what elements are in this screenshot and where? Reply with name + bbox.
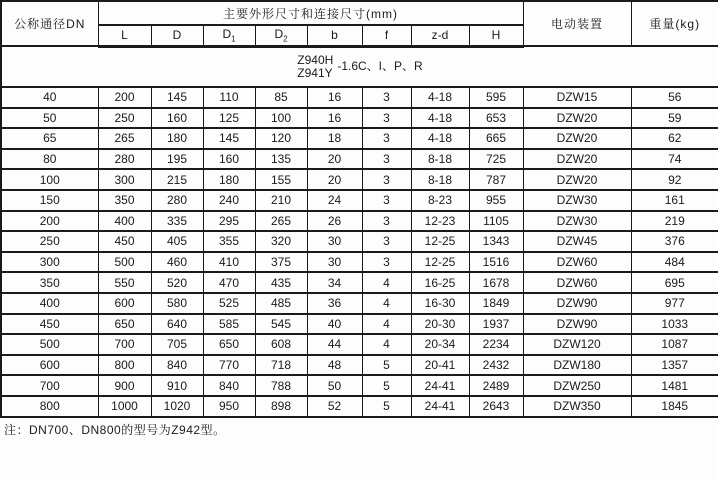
table-cell: DZW60 <box>523 252 631 273</box>
table-cell: 180 <box>151 128 203 149</box>
table-cell: DZW20 <box>523 149 631 170</box>
table-cell: 640 <box>151 314 203 335</box>
table-cell: 300 <box>98 169 151 190</box>
table-cell: 80 <box>1 149 98 170</box>
table-cell: 4-18 <box>411 128 469 149</box>
table-cell: 200 <box>98 87 151 108</box>
table-cell: 1020 <box>151 396 203 417</box>
table-cell: DZW90 <box>523 314 631 335</box>
table-cell: 30 <box>307 231 362 252</box>
table-cell: 1481 <box>631 375 718 396</box>
table-cell: 12-25 <box>411 252 469 273</box>
col-header-f: f <box>362 25 411 46</box>
table-cell: 1357 <box>631 355 718 376</box>
table-cell: 400 <box>1 293 98 314</box>
table-cell: 100 <box>1 169 98 190</box>
table-cell: 4-18 <box>411 108 469 129</box>
table-cell: 977 <box>631 293 718 314</box>
header-row-groups <box>1 1 718 25</box>
table-cell: 435 <box>255 272 307 293</box>
table-cell: 26 <box>307 211 362 232</box>
table-cell: 700 <box>98 334 151 355</box>
table-cell: 12-23 <box>411 211 469 232</box>
col-header-electric-actuator: 电动装置 <box>523 1 631 46</box>
model-designation-cell <box>1 46 718 87</box>
table-cell: 65 <box>1 128 98 149</box>
table-cell: 120 <box>255 128 307 149</box>
table-cell: 8-18 <box>411 169 469 190</box>
table-cell: 20-34 <box>411 334 469 355</box>
table-cell: 280 <box>151 190 203 211</box>
table-cell: 4 <box>362 293 411 314</box>
table-cell: 4 <box>362 314 411 335</box>
table-cell: 405 <box>151 231 203 252</box>
table-cell: 18 <box>307 128 362 149</box>
table-cell: 350 <box>98 190 151 211</box>
table-row-dn-400 <box>1 293 718 314</box>
table-cell: 700 <box>1 375 98 396</box>
table-cell: 8-23 <box>411 190 469 211</box>
table-row-dn-100 <box>1 169 718 190</box>
model-designation-row <box>1 46 718 87</box>
table-cell: 800 <box>1 396 98 417</box>
table-cell: 160 <box>203 149 255 170</box>
table-cell: 160 <box>151 108 203 129</box>
col-header-b: b <box>307 25 362 46</box>
table-cell: 665 <box>469 128 523 149</box>
model-code-top: Z940H <box>297 52 334 67</box>
table-cell: 40 <box>307 314 362 335</box>
table-cell: 265 <box>255 211 307 232</box>
table-cell: DZW250 <box>523 375 631 396</box>
table-cell: 44 <box>307 334 362 355</box>
table-cell: 545 <box>255 314 307 335</box>
table-cell: 8-18 <box>411 149 469 170</box>
table-cell: 180 <box>203 169 255 190</box>
table-cell: 52 <box>307 396 362 417</box>
table-cell: 460 <box>151 252 203 273</box>
table-cell: 595 <box>469 87 523 108</box>
table-cell: 85 <box>255 87 307 108</box>
table-cell: 1343 <box>469 231 523 252</box>
table-cell: 50 <box>1 108 98 129</box>
table-cell: 900 <box>98 375 151 396</box>
table-cell: 3 <box>362 169 411 190</box>
col-header-nominal-diameter: 公称通径DN <box>1 1 98 46</box>
table-cell: 3 <box>362 149 411 170</box>
table-cell: 484 <box>631 252 718 273</box>
table-cell: 161 <box>631 190 718 211</box>
table-cell: 1033 <box>631 314 718 335</box>
table-cell: 1000 <box>98 396 151 417</box>
table-cell: 450 <box>98 231 151 252</box>
table-cell: 100 <box>255 108 307 129</box>
table-cell: 59 <box>631 108 718 129</box>
table-cell: 950 <box>203 396 255 417</box>
table-cell: 56 <box>631 87 718 108</box>
col-header-weight: 重量(kg) <box>631 1 718 46</box>
table-cell: 320 <box>255 231 307 252</box>
table-cell: 215 <box>151 169 203 190</box>
table-cell: 600 <box>98 293 151 314</box>
table-cell: 20-30 <box>411 314 469 335</box>
table-cell: 608 <box>255 334 307 355</box>
table-row-dn-350 <box>1 272 718 293</box>
table-cell: 653 <box>469 108 523 129</box>
table-cell: DZW20 <box>523 128 631 149</box>
table-cell: 135 <box>255 149 307 170</box>
table-cell: 898 <box>255 396 307 417</box>
model-designation <box>2 54 718 80</box>
model-stack <box>297 54 333 80</box>
table-row-dn-800 <box>1 396 718 417</box>
table-row-dn-80 <box>1 149 718 170</box>
table-cell: 40 <box>1 87 98 108</box>
table-cell: 840 <box>151 355 203 376</box>
table-cell: 219 <box>631 211 718 232</box>
table-cell: 376 <box>631 231 718 252</box>
table-cell: DZW20 <box>523 108 631 129</box>
table-row-dn-65 <box>1 128 718 149</box>
table-cell: 20-41 <box>411 355 469 376</box>
table-cell: 585 <box>203 314 255 335</box>
table-cell: 375 <box>255 252 307 273</box>
col-header-D: D <box>151 25 203 46</box>
table-cell: DZW60 <box>523 272 631 293</box>
table-cell: 1678 <box>469 272 523 293</box>
table-row-dn-600 <box>1 355 718 376</box>
table-cell: 210 <box>255 190 307 211</box>
table-cell: 265 <box>98 128 151 149</box>
table-cell: 1937 <box>469 314 523 335</box>
table-cell: 4 <box>362 334 411 355</box>
table-cell: 3 <box>362 108 411 129</box>
model-code-bottom: Z941Y <box>297 65 333 80</box>
table-cell: 16 <box>307 108 362 129</box>
table-cell: 24-41 <box>411 375 469 396</box>
col-header-D1: $D_1$ <box>203 25 255 46</box>
col-header-dimensions-group: 主要外形尺寸和连接尺寸(mm) <box>98 1 523 25</box>
col-header-D2: $D_2$ <box>255 25 307 46</box>
table-cell: 145 <box>151 87 203 108</box>
table-cell: 30 <box>307 252 362 273</box>
table-cell: 200 <box>1 211 98 232</box>
table-cell: 470 <box>203 272 255 293</box>
table-cell: 3 <box>362 87 411 108</box>
table-cell: 650 <box>98 314 151 335</box>
table-cell: 525 <box>203 293 255 314</box>
table-row-dn-200 <box>1 211 718 232</box>
table-cell: 1087 <box>631 334 718 355</box>
table-cell: DZW90 <box>523 293 631 314</box>
table-row-dn-450 <box>1 314 718 335</box>
table-cell: 695 <box>631 272 718 293</box>
table-cell: 520 <box>151 272 203 293</box>
table-cell: 840 <box>203 375 255 396</box>
table-cell: 16-25 <box>411 272 469 293</box>
table-cell: 5 <box>362 355 411 376</box>
table-cell: 485 <box>255 293 307 314</box>
table-cell: 2432 <box>469 355 523 376</box>
table-cell: 20 <box>307 149 362 170</box>
table-cell: 16 <box>307 87 362 108</box>
table-cell: 500 <box>98 252 151 273</box>
table-cell: 725 <box>469 149 523 170</box>
table-cell: 955 <box>469 190 523 211</box>
table-cell: 240 <box>203 190 255 211</box>
table-cell: 5 <box>362 396 411 417</box>
table-cell: 155 <box>255 169 307 190</box>
table-cell: 3 <box>362 190 411 211</box>
table-cell: 5 <box>362 375 411 396</box>
table-cell: 250 <box>1 231 98 252</box>
table-cell: DZW20 <box>523 169 631 190</box>
table-row-dn-300 <box>1 252 718 273</box>
table-cell: 50 <box>307 375 362 396</box>
table-cell: 2234 <box>469 334 523 355</box>
table-cell: 1849 <box>469 293 523 314</box>
table-row-dn-40 <box>1 87 718 108</box>
table-cell: 145 <box>203 128 255 149</box>
table-row-dn-500 <box>1 334 718 355</box>
table-cell: 300 <box>1 252 98 273</box>
table-cell: 250 <box>98 108 151 129</box>
table-cell: 718 <box>255 355 307 376</box>
table-cell: 4-18 <box>411 87 469 108</box>
table-cell: 650 <box>203 334 255 355</box>
col-header-z-d: z-d <box>411 25 469 46</box>
table-cell: 335 <box>151 211 203 232</box>
table-row-dn-250 <box>1 231 718 252</box>
table-cell: 410 <box>203 252 255 273</box>
table-row-dn-700 <box>1 375 718 396</box>
table-cell: 36 <box>307 293 362 314</box>
table-cell: 910 <box>151 375 203 396</box>
table-cell: 2643 <box>469 396 523 417</box>
table-row-dn-150 <box>1 190 718 211</box>
table-cell: DZW120 <box>523 334 631 355</box>
table-cell: 4 <box>362 272 411 293</box>
table-cell: DZW350 <box>523 396 631 417</box>
table-cell: 355 <box>203 231 255 252</box>
col-header-L: L <box>98 25 151 46</box>
table-cell: 34 <box>307 272 362 293</box>
table-cell: 550 <box>98 272 151 293</box>
model-suffix: -1.6C、I、P、R <box>337 59 423 74</box>
table-cell: 3 <box>362 252 411 273</box>
table-cell: 24 <box>307 190 362 211</box>
table-cell: 125 <box>203 108 255 129</box>
table-cell: 92 <box>631 169 718 190</box>
table-cell: 150 <box>1 190 98 211</box>
footnote: 注：DN700、DN800的型号为Z942型。 <box>4 422 226 437</box>
table-cell: 770 <box>203 355 255 376</box>
table-cell: 16-30 <box>411 293 469 314</box>
table-cell: 195 <box>151 149 203 170</box>
table-cell: 788 <box>255 375 307 396</box>
table-cell: 110 <box>203 87 255 108</box>
table-cell: 1516 <box>469 252 523 273</box>
table-cell: 1105 <box>469 211 523 232</box>
col-header-H: H <box>469 25 523 46</box>
table-cell: 2489 <box>469 375 523 396</box>
table-cell: 350 <box>1 272 98 293</box>
table-cell: 450 <box>1 314 98 335</box>
table-cell: 705 <box>151 334 203 355</box>
table-cell: 24-41 <box>411 396 469 417</box>
table-cell: 500 <box>1 334 98 355</box>
table-cell: 20 <box>307 169 362 190</box>
table-cell: 3 <box>362 128 411 149</box>
table-cell: DZW45 <box>523 231 631 252</box>
table-cell: 74 <box>631 149 718 170</box>
table-cell: DZW30 <box>523 211 631 232</box>
table-row-dn-50 <box>1 108 718 129</box>
table-cell: 3 <box>362 231 411 252</box>
table-cell: 400 <box>98 211 151 232</box>
table-cell: 580 <box>151 293 203 314</box>
table-cell: 787 <box>469 169 523 190</box>
table-cell: DZW180 <box>523 355 631 376</box>
table-cell: 295 <box>203 211 255 232</box>
table-cell: 48 <box>307 355 362 376</box>
table-cell: 600 <box>1 355 98 376</box>
table-cell: 3 <box>362 211 411 232</box>
table-cell: 800 <box>98 355 151 376</box>
table-cell: 62 <box>631 128 718 149</box>
table-cell: DZW15 <box>523 87 631 108</box>
table-cell: 280 <box>98 149 151 170</box>
table-cell: DZW30 <box>523 190 631 211</box>
table-cell: 12-25 <box>411 231 469 252</box>
table-cell: 1845 <box>631 396 718 417</box>
